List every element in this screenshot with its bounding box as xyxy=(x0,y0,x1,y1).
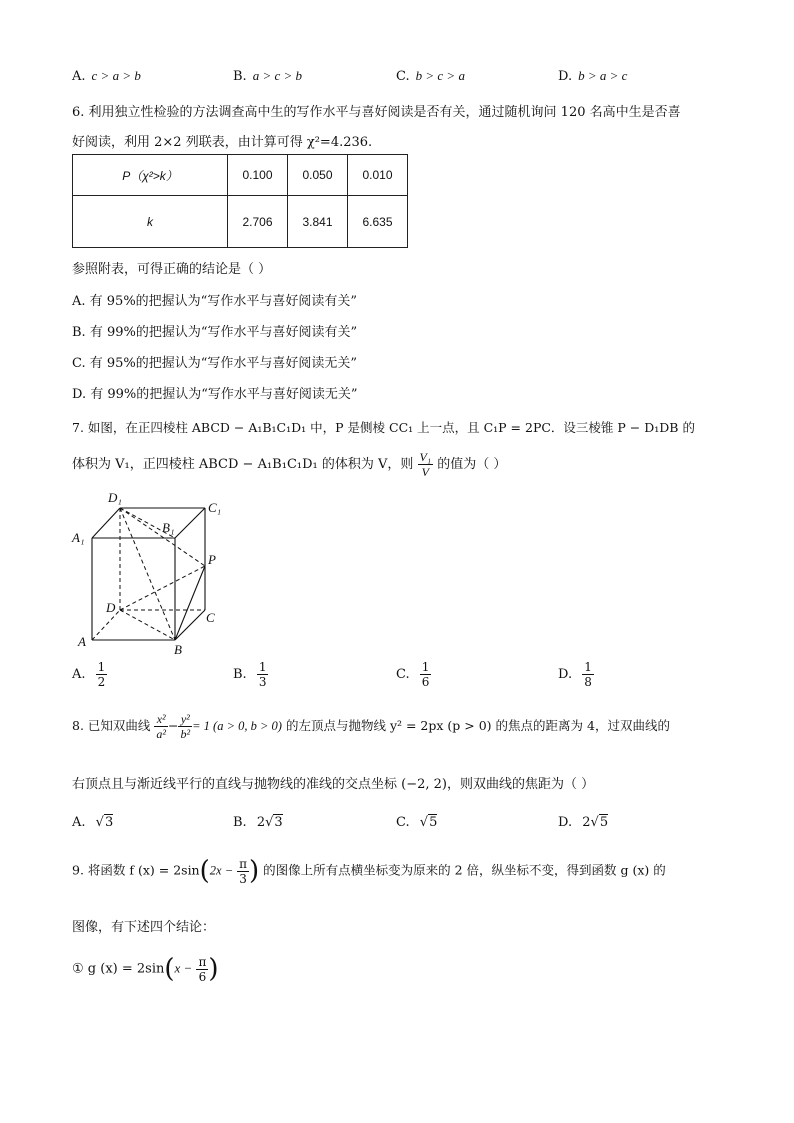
q7-option-d-num: 1 xyxy=(584,660,592,674)
q8-option-c: C. √5 xyxy=(396,815,438,830)
prism-figure xyxy=(70,486,230,656)
q9-conclusion-1-inner: x − xyxy=(174,960,193,976)
six: 6 xyxy=(198,969,207,984)
q5-option-c xyxy=(396,68,465,84)
q5-option-c-label: C. xyxy=(396,69,410,84)
table-k-value: 2.706 xyxy=(228,196,288,248)
q8-stem-line2: 右顶点且与渐近线平行的直线与抛物线的准线的交点坐标 (−2, 2)，则双曲线的焦距为（ ） xyxy=(72,777,595,792)
q8-option-a-radicand: 3 xyxy=(104,815,114,830)
q8-option-a: A. √3 xyxy=(72,815,114,830)
q8-stem-line1-a: 8. 已知双曲线 xyxy=(72,718,151,733)
q7-volume-ratio xyxy=(418,450,434,479)
q8-option-d-label: D. xyxy=(558,815,573,830)
q8-option-b-coef: 2 xyxy=(256,815,266,830)
q8-option-c-radicand: 5 xyxy=(429,815,438,830)
q7-option-c-den: 6 xyxy=(421,675,430,689)
q7-option-b-num: 1 xyxy=(258,660,267,674)
q5-option-b xyxy=(233,68,302,84)
q6-stem-line2: 好阅读，利用 2×2 列联表，由计算可得 χ²=4.236. xyxy=(72,135,373,150)
label-b1: B₁ xyxy=(162,520,175,535)
q8-stem-line1: 8. 已知双曲线 $\frac{\text{x²}}{\text{a²}}$ − $\frac{\text{y²}}{\text{b²}}$ = 1 (a > 0, b > 0) 的左顶点与抛物线 y² = 2px (p > 0) 的焦点的距离为 4，过双曲线的 xyxy=(72,712,670,741)
edge-b-c xyxy=(175,610,205,640)
q9-conclusion-1: ① g (x) = 2sin(x − $\frac{\pi}{6}$ ) xyxy=(72,954,219,984)
q7-option-a xyxy=(72,660,107,689)
q8-option-b: B. 2√3 xyxy=(233,815,283,830)
q9-stem-line2: 图像，有下述四个结论： xyxy=(72,920,216,935)
q7-option-b-label: B. xyxy=(233,667,247,682)
q7-stem-line2-a: 体积为 V₁，正四棱柱 ABCD − A₁B₁C₁D₁ 的体积为 V，则 xyxy=(72,457,414,472)
q6-prompt: 参照附表，可得正确的结论是（ ） xyxy=(72,262,272,277)
q7-option-c-num: 1 xyxy=(421,660,430,674)
q8-stem-line1-b: 的左顶点与抛物线 y² = 2px (p > 0) 的焦点的距离为 4，过双曲线的 xyxy=(285,718,670,733)
table-k-value: 3.841 xyxy=(288,196,348,248)
label-c1: C₁ xyxy=(208,500,222,515)
segment-d-p xyxy=(120,566,205,610)
ratio-numerator: V₁ xyxy=(419,450,432,464)
critical-value-table xyxy=(72,154,408,248)
table-p-header: P（χ²>k） xyxy=(73,155,228,196)
q7-option-a-label: A. xyxy=(72,667,86,682)
q7-option-a-num: 1 xyxy=(97,660,106,674)
pi: π xyxy=(239,856,248,871)
q8-option-d-coef: 2 xyxy=(582,815,591,830)
q8-option-a-label: A. xyxy=(72,815,86,830)
q6-stem-line1: 6. 利用独立性检验的方法调查高中生的写作水平与喜好阅读是否有关，通过随机询问 120 名高中生是否喜 xyxy=(72,105,681,120)
segment-d-b xyxy=(120,610,175,640)
label-b: B xyxy=(174,642,182,656)
label-d: D xyxy=(106,600,116,615)
q9-inner-expr: 2x − xyxy=(209,863,234,878)
label-p: P xyxy=(208,552,216,567)
y-sq: y² xyxy=(178,712,192,727)
q6-option-c: C. 有 95%的把握认为“写作水平与喜好阅读无关” xyxy=(72,356,358,371)
q5-option-a xyxy=(72,68,141,84)
q7-option-c xyxy=(396,660,431,689)
label-a1: A₁ xyxy=(72,530,85,545)
table-k-value: 6.635 xyxy=(348,196,408,248)
ratio-denominator: V xyxy=(421,465,429,479)
q7-option-b xyxy=(233,660,268,689)
label-d1: D₁ xyxy=(108,490,122,505)
q8-option-d-radicand: 5 xyxy=(599,815,609,830)
pi-over-6 xyxy=(196,955,208,984)
q6-option-a: A. 有 95%的把握认为“写作水平与喜好阅读有关” xyxy=(72,294,357,309)
q7-option-a-den: 2 xyxy=(97,675,106,689)
q9-stem-line1-a: 9. 将函数 f (x) = 2sin xyxy=(72,862,200,878)
pi: π xyxy=(198,954,207,969)
q8-option-d: D. 2√5 xyxy=(558,815,609,830)
hyperbola-x-term xyxy=(154,712,168,741)
x-sq: x² xyxy=(154,712,168,727)
label-a: A xyxy=(78,634,86,649)
segment-b-p xyxy=(175,566,205,640)
edge-c1-b1 xyxy=(175,508,205,538)
table-p-value: 0.010 xyxy=(348,155,408,196)
hyperbola-tail: = 1 (a > 0, b > 0) xyxy=(192,719,282,733)
q7-option-b-den: 3 xyxy=(258,675,267,689)
a-sq: a² xyxy=(156,727,166,741)
q8-option-c-label: C. xyxy=(396,815,410,830)
q7-option-d-label: D. xyxy=(558,667,573,682)
q7-option-d-den: 8 xyxy=(584,675,592,689)
label-c: C xyxy=(206,610,215,625)
q7-stem-line2-b: 的值为（ ） xyxy=(437,457,507,472)
q5-option-b-label: B. xyxy=(233,69,247,84)
q9-stem-line1-b: 的图像上所有点横坐标变为原来的 2 倍，纵坐标不变，得到函数 g (x) 的 xyxy=(263,862,666,878)
q5-option-a-text: c > a > b xyxy=(91,68,141,83)
q5-option-d-text: b > a > c xyxy=(578,68,628,83)
table-p-value: 0.050 xyxy=(288,155,348,196)
q5-option-d-label: D. xyxy=(558,69,573,84)
table-p-value: 0.100 xyxy=(228,155,288,196)
segment-d1-p xyxy=(120,508,205,566)
q9-conclusion-1-a: ① g (x) = 2sin xyxy=(72,961,165,977)
q6-option-b: B. 有 99%的把握认为“写作水平与喜好阅读有关” xyxy=(72,325,358,340)
q5-option-b-text: a > c > b xyxy=(252,68,303,83)
q8-option-b-radicand: 3 xyxy=(274,815,283,830)
q7-stem-line1: 7. 如图，在正四棱柱 ABCD − A₁B₁C₁D₁ 中，P 是侧棱 CC₁ 上一点，且 C₁P = 2PC．设三棱锥 P − D₁DB 的 xyxy=(72,420,695,435)
q8-option-b-label: B. xyxy=(233,815,247,830)
q7-option-c-label: C. xyxy=(396,667,410,682)
pi-over-3 xyxy=(237,857,249,886)
q5-option-a-label: A. xyxy=(72,69,86,84)
q7-option-d xyxy=(558,660,594,689)
q6-option-d: D. 有 99%的把握认为“写作水平与喜好阅读无关” xyxy=(72,387,358,402)
b-sq: b² xyxy=(180,727,191,741)
q9-stem-line1: 9. 将函数 f (x) = 2sin(2x − $\frac{\pi}{3}$ ) 的图像上所有点横坐标变为原来的 2 倍，纵坐标不变，得到函数 g (x) 的 xyxy=(72,856,666,886)
q5-option-c-text: b > c > a xyxy=(415,68,465,83)
q7-stem-line2 xyxy=(72,450,506,479)
edge-a1-d1 xyxy=(92,508,120,538)
table-k-header: k xyxy=(73,196,228,248)
hyperbola-y-term xyxy=(178,712,192,741)
q5-option-d xyxy=(558,68,627,84)
three: 3 xyxy=(239,871,247,886)
